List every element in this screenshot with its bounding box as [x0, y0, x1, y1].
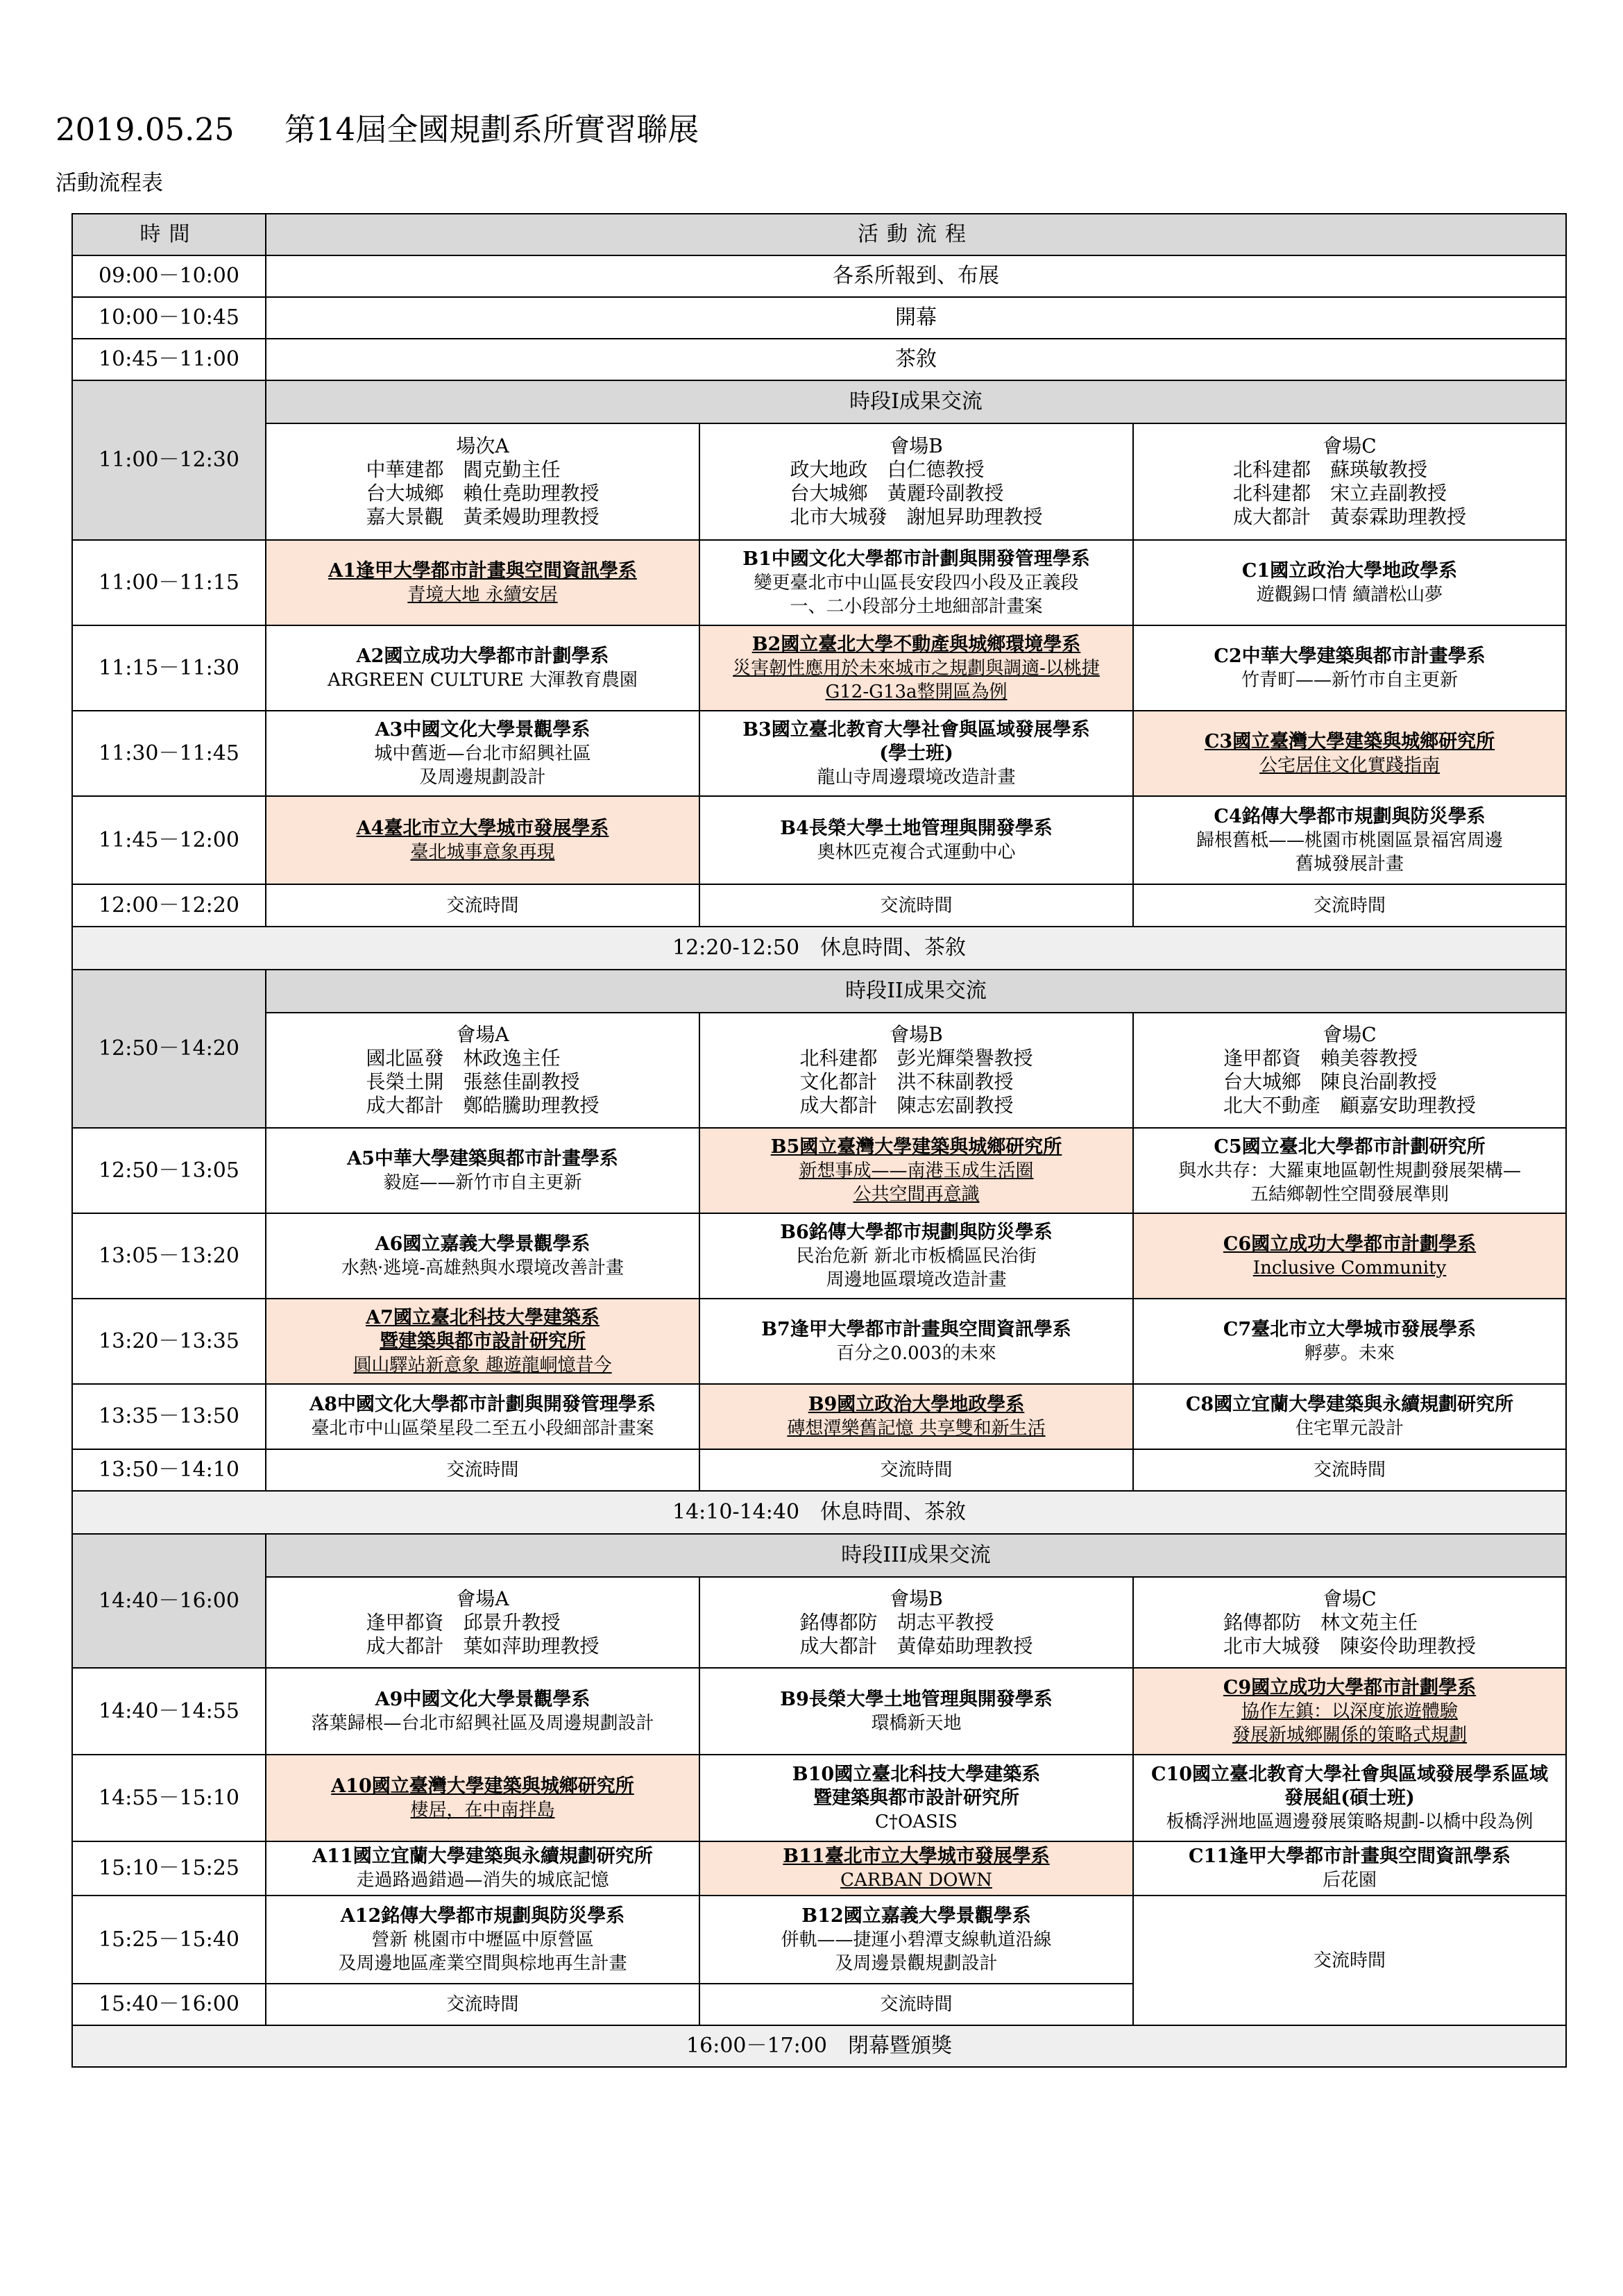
- presentation-cell: [266, 1449, 699, 1491]
- hall-judges: [790, 458, 1042, 529]
- presentation-cell: [699, 1128, 1133, 1213]
- presentation-cell: [266, 884, 699, 927]
- presentation-title: A9中國文化大學景觀學系: [375, 1688, 590, 1710]
- presentation-subtitle: 臺北城事意象再現: [410, 841, 555, 863]
- presentation-subtitle: ARGREEN CULTURE 大渾教育農園: [328, 669, 638, 691]
- schedule-row: [72, 1755, 1566, 1841]
- presentation-subtitle: 交流時間: [446, 895, 519, 916]
- session-time-cell: 14:40－16:00: [72, 1534, 266, 1668]
- event-title: 第14屆全國規劃系所實習聯展: [284, 111, 699, 148]
- presentation-title: B9長榮大學土地管理與開發學系: [780, 1688, 1053, 1710]
- document-title: [56, 104, 699, 149]
- judge-line: 銘傳都防 胡志平教授: [799, 1610, 994, 1634]
- presentation-subtitle: 板橋浮洲地區週邊發展策略規劃-以橋中段為例: [1166, 1811, 1533, 1832]
- hall-judges: [366, 1611, 599, 1658]
- activity-cell: 茶敘: [266, 339, 1566, 380]
- presentation-subtitle: 棲居，在中南拌島: [410, 1799, 555, 1821]
- schedule-row: [72, 423, 1566, 540]
- schedule-row: [72, 380, 1566, 423]
- hall-name: 會場B: [890, 1023, 943, 1046]
- presentation-subtitle: 災害韌性應用於未來城市之規劃與調適-以桃捷: [733, 657, 1100, 679]
- presentation-subtitle: 后花園: [1323, 1870, 1377, 1891]
- judge-line: 北科建都 蘇瑛敏教授: [1233, 458, 1428, 481]
- presentation-cell: [266, 711, 699, 796]
- activity-cell: 開幕: [266, 297, 1566, 339]
- schedule-row: [72, 255, 1566, 297]
- presentation-title: C11逢甲大學都市計畫與空間資訊學系: [1188, 1846, 1511, 1867]
- presentation-title: B5國立臺灣大學建築與城鄉研究所: [770, 1136, 1062, 1158]
- presentation-subtitle: 交流時間: [1314, 895, 1386, 916]
- presentation-subtitle: 交流時間: [1314, 1950, 1386, 1971]
- presentation-subtitle: CARBAN DOWN: [840, 1870, 992, 1891]
- presentation-cell: [1133, 1128, 1566, 1213]
- presentation-cell: [699, 1384, 1133, 1449]
- presentation-subtitle: 磚想潭樂舊記憶 共享雙和新生活: [787, 1418, 1046, 1439]
- presentation-subtitle: 交流時間: [880, 1994, 953, 2015]
- hall-name: 會場B: [890, 1587, 943, 1610]
- time-cell: 13:05－13:20: [72, 1213, 266, 1299]
- time-cell: 11:00－11:15: [72, 540, 266, 625]
- schedule-row: [72, 625, 1566, 711]
- presentation-subtitle: 民治危新 新北市板橋區民治街: [796, 1245, 1037, 1267]
- presentation-subtitle: 毅庭——新竹市自主更新: [383, 1172, 582, 1193]
- presentation-title: C6國立成功大學都市計劃學系: [1223, 1233, 1477, 1255]
- presentation-title: B6銘傳大學都市規劃與防災學系: [780, 1221, 1053, 1243]
- presentation-subtitle: 龍山寺周邊環境改造計畫: [817, 766, 1016, 788]
- presentation-title-line2: 暨建築與都市設計研究所: [380, 1330, 586, 1352]
- presentation-cell: [1133, 1384, 1566, 1449]
- hall-judges: [799, 1611, 1033, 1658]
- hall-name: 會場C: [1323, 1023, 1377, 1046]
- time-cell: 13:50－14:10: [72, 1449, 266, 1491]
- schedule-row: [72, 1668, 1566, 1755]
- judge-line: 逢甲都資 賴美蓉教授: [1223, 1047, 1418, 1070]
- judge-line: 成大都計 陳志宏副教授: [799, 1094, 1014, 1117]
- presentation-subtitle: 奧林匹克複合式運動中心: [817, 841, 1016, 863]
- presentation-cell: [1133, 540, 1566, 625]
- hall-judges: [366, 458, 599, 529]
- judge-line: 逢甲都資 邱景升教授: [366, 1610, 561, 1634]
- presentation-cell: [266, 796, 699, 884]
- presentation-subtitle: 及周邊地區產業空間與棕地再生計畫: [338, 1952, 627, 1974]
- presentation-title: B7逢甲大學都市計畫與空間資訊學系: [761, 1318, 1071, 1340]
- schedule-row: [72, 1896, 1566, 1984]
- schedule-row: [72, 339, 1566, 380]
- time-cell: 14:55－15:10: [72, 1755, 266, 1841]
- hall-judges: [366, 1047, 599, 1117]
- hall-cell: [699, 1577, 1133, 1668]
- schedule-row: [72, 2025, 1566, 2067]
- presentation-cell: [1133, 625, 1566, 711]
- time-cell: 09:00－10:00: [72, 255, 266, 297]
- presentation-cell: [1133, 1755, 1566, 1841]
- presentation-title: C4銘傳大學都市規劃與防災學系: [1214, 805, 1486, 827]
- closing-row: 16:00－17:00 閉幕暨頒獎: [72, 2025, 1566, 2067]
- presentation-subtitle: 一、二小段部分土地細部計畫案: [790, 596, 1043, 617]
- hall-name: 會場B: [890, 434, 943, 457]
- presentation-subtitle: 竹青町——新竹市自主更新: [1241, 669, 1459, 691]
- judge-line: 政大地政 白仁德教授: [790, 458, 985, 481]
- judge-line: 台大城鄉 賴仕堯助理教授: [366, 482, 600, 505]
- presentation-title: B12國立嘉義大學景觀學系: [801, 1905, 1031, 1927]
- presentation-subtitle: 歸根舊柢——桃園市桃園區景福宮周邊: [1196, 829, 1504, 851]
- presentation-subtitle: 交流時間: [880, 895, 953, 916]
- judge-line: 銘傳都防 林文苑主任: [1223, 1610, 1418, 1634]
- session-label: 時段III成果交流: [266, 1534, 1566, 1577]
- presentation-title: A11國立宜蘭大學建築與永續規劃研究所: [312, 1846, 653, 1867]
- presentation-title-line2: 發展組(碩士班): [1284, 1787, 1415, 1809]
- hall-cell: [1133, 1577, 1566, 1668]
- hall-cell: [266, 1577, 699, 1668]
- hall-cell: [699, 1013, 1133, 1128]
- schedule-row: [72, 1534, 1566, 1577]
- presentation-cell: [266, 540, 699, 625]
- presentation-subtitle: 發展新城鄉關係的策略式規劃: [1232, 1724, 1468, 1746]
- judge-line: 成大都計 鄭皓騰助理教授: [366, 1094, 600, 1117]
- presentation-title: C9國立成功大學都市計劃學系: [1223, 1676, 1477, 1698]
- schedule-row: [72, 540, 1566, 625]
- presentation-title: C3國立臺灣大學建築與城鄉研究所: [1204, 730, 1495, 752]
- presentation-cell: [1133, 796, 1566, 884]
- judge-line: 北大不動產 顧嘉安助理教授: [1223, 1094, 1477, 1117]
- time-cell: 11:30－11:45: [72, 711, 266, 796]
- time-cell: 15:25－15:40: [72, 1896, 266, 1984]
- presentation-subtitle: G12-G13a整開區為例: [825, 681, 1008, 702]
- judge-line: 北市大城發 陳姿伶助理教授: [1223, 1634, 1477, 1657]
- presentation-cell: [699, 1213, 1133, 1299]
- presentation-title: C10國立臺北教育大學社會與區域發展學系區域: [1150, 1763, 1549, 1785]
- judge-line: 成大都計 葉如萍助理教授: [366, 1634, 600, 1657]
- schedule-row: [72, 970, 1566, 1013]
- presentation-cell: [699, 1668, 1133, 1755]
- presentation-subtitle: 及周邊景觀規劃設計: [835, 1952, 998, 1974]
- presentation-title-line2: 暨建築與都市設計研究所: [813, 1787, 1019, 1809]
- event-date: 2019.05.25: [56, 111, 235, 148]
- presentation-title-line2: (學士班): [879, 742, 953, 764]
- break-row: 14:10-14:40 休息時間、茶敘: [72, 1491, 1566, 1534]
- presentation-title: C8國立宜蘭大學建築與永續規劃研究所: [1185, 1394, 1514, 1415]
- presentation-title: B11臺北市立大學城市發展學系: [783, 1846, 1050, 1867]
- hall-name: 會場C: [1323, 1587, 1377, 1610]
- presentation-title: C2中華大學建築與都市計畫學系: [1214, 645, 1486, 667]
- presentation-cell: [1133, 1299, 1566, 1384]
- schedule-row: [72, 711, 1566, 796]
- hall-judges: [799, 1047, 1033, 1117]
- judge-line: 嘉大景觀 黃柔嫚助理教授: [366, 505, 600, 528]
- presentation-cell: [699, 625, 1133, 711]
- schedule-row: [72, 214, 1566, 255]
- presentation-cell: [266, 1128, 699, 1213]
- presentation-title: A2國立成功大學都市計劃學系: [356, 645, 609, 667]
- presentation-title: B10國立臺北科技大學建築系: [792, 1763, 1041, 1785]
- presentation-title: B3國立臺北教育大學社會與區域發展學系: [742, 718, 1090, 741]
- presentation-subtitle: 交流時間: [880, 1460, 953, 1480]
- presentation-cell: [699, 1299, 1133, 1384]
- hall-cell: [1133, 1013, 1566, 1128]
- presentation-subtitle: 環橋新天地: [871, 1712, 962, 1734]
- time-cell: 12:00－12:20: [72, 884, 266, 927]
- presentation-title: A8中國文化大學都市計劃與開發管理學系: [309, 1394, 656, 1415]
- presentation-subtitle: C†OASIS: [875, 1811, 958, 1832]
- hall-name: 會場C: [1323, 434, 1377, 457]
- presentation-subtitle: 水熱·逃境-高雄熱與水環境改善計畫: [341, 1257, 624, 1278]
- break-row: 12:20-12:50 休息時間、茶敘: [72, 927, 1566, 970]
- presentation-title: A5中華大學建築與都市計畫學系: [347, 1147, 618, 1170]
- judge-line: 文化都計 洪不秣副教授: [799, 1070, 1014, 1093]
- time-cell: 12:50－13:05: [72, 1128, 266, 1213]
- hall-cell: [266, 1013, 699, 1128]
- schedule-row: [72, 1299, 1566, 1384]
- schedule-row: [72, 796, 1566, 884]
- schedule-row: [72, 297, 1566, 339]
- presentation-cell: [266, 1984, 699, 2025]
- presentation-cell: [266, 1299, 699, 1384]
- schedule-row: [72, 884, 1566, 927]
- schedule-row: [72, 1128, 1566, 1213]
- time-cell: 13:35－13:50: [72, 1384, 266, 1449]
- session-time-cell: 11:00－12:30: [72, 380, 266, 540]
- judge-line: 台大城鄉 陳良治副教授: [1223, 1070, 1438, 1093]
- hall-cell: [699, 423, 1133, 540]
- presentation-title: C1國立政治大學地政學系: [1241, 559, 1458, 582]
- presentation-subtitle: 新想事成——南港玉成生活圈: [799, 1160, 1034, 1181]
- presentation-subtitle: 公共空間再意識: [853, 1183, 980, 1205]
- presentation-cell: [699, 1896, 1133, 1984]
- schedule-table: [71, 213, 1567, 2068]
- presentation-cell: [699, 1449, 1133, 1491]
- schedule-row: [72, 1491, 1566, 1534]
- schedule-row: [72, 1384, 1566, 1449]
- presentation-subtitle: 住宅單元設計: [1295, 1418, 1404, 1439]
- presentation-subtitle: 舊城發展計畫: [1295, 853, 1404, 875]
- presentation-subtitle: Inclusive Community: [1252, 1257, 1447, 1278]
- presentation-subtitle: 交流時間: [1314, 1460, 1386, 1480]
- schedule-row: [72, 1841, 1566, 1896]
- time-cell: 13:20－13:35: [72, 1299, 266, 1384]
- time-cell: 10:45－11:00: [72, 339, 266, 380]
- presentation-cell: [1133, 1896, 1566, 2025]
- activity-cell: 各系所報到、布展: [266, 255, 1566, 297]
- session-label: 時段Ⅰ成果交流: [266, 380, 1566, 423]
- presentation-title: B9國立政治大學地政學系: [808, 1394, 1025, 1415]
- presentation-subtitle: 青境大地 永續安居: [407, 584, 558, 605]
- presentation-subtitle: 落葉歸根—台北市紹興社區及周邊規劃設計: [311, 1712, 654, 1734]
- presentation-cell: [266, 1896, 699, 1984]
- time-cell: 14:40－14:55: [72, 1668, 266, 1755]
- presentation-subtitle: 臺北市中山區榮星段二至五小段細部計畫案: [311, 1418, 654, 1439]
- session-time-cell: 12:50－14:20: [72, 970, 266, 1128]
- presentation-cell: [699, 540, 1133, 625]
- presentation-cell: [266, 625, 699, 711]
- presentation-cell: [1133, 1449, 1566, 1491]
- presentation-cell: [699, 884, 1133, 927]
- presentation-title: A7國立臺北科技大學建築系: [366, 1306, 600, 1328]
- hall-judges: [1233, 458, 1466, 529]
- presentation-title: B2國立臺北大學不動產與城鄉環境學系: [751, 633, 1081, 655]
- flow-column-header: 活動流程: [266, 214, 1566, 255]
- hall-name: 會場A: [456, 1587, 509, 1610]
- presentation-cell: [266, 1841, 699, 1896]
- presentation-subtitle: 孵夢。未來: [1305, 1342, 1395, 1364]
- schedule-row: [72, 1013, 1566, 1128]
- session-label: 時段II成果交流: [266, 970, 1566, 1013]
- presentation-subtitle: 與水共存：大羅東地區韌性規劃發展架構—: [1178, 1160, 1522, 1181]
- presentation-subtitle: 公宅居住文化實踐指南: [1259, 754, 1441, 776]
- judge-line: 中華建都 閻克勤主任: [366, 458, 561, 481]
- schedule-body: [72, 214, 1566, 2067]
- presentation-title: A6國立嘉義大學景觀學系: [375, 1233, 590, 1255]
- presentation-cell: [699, 711, 1133, 796]
- presentation-subtitle: 協作左鎮：以深度旅遊體驗: [1241, 1700, 1459, 1722]
- presentation-title: A12銘傳大學都市規劃與防災學系: [340, 1905, 625, 1927]
- time-column-header: 時間: [72, 214, 266, 255]
- presentation-cell: [1133, 1213, 1566, 1299]
- presentation-subtitle: 變更臺北市中山區長安段四小段及正義段: [754, 572, 1079, 593]
- presentation-subtitle: 城中舊逝—台北市紹興社區: [374, 743, 591, 764]
- judge-line: 北科建都 宋立垚副教授: [1233, 482, 1447, 505]
- judge-line: 北科建都 彭光輝榮譽教授: [799, 1047, 1033, 1070]
- presentation-subtitle: 走過路過錯過—消失的城底記憶: [356, 1870, 609, 1891]
- hall-cell: [1133, 423, 1566, 540]
- time-cell: 15:10－15:25: [72, 1841, 266, 1896]
- presentation-title: A3中國文化大學景觀學系: [375, 718, 590, 741]
- presentation-subtitle: 及周邊規劃設計: [419, 766, 546, 788]
- presentation-title: B1中國文化大學都市計劃與開發管理學系: [742, 548, 1090, 570]
- presentation-cell: [266, 1384, 699, 1449]
- schedule-row: [72, 1449, 1566, 1491]
- presentation-subtitle: 周邊地區環境改造計畫: [826, 1269, 1007, 1290]
- hall-name: 場次A: [456, 434, 509, 457]
- presentation-subtitle: 五結鄉韌性空間發展準則: [1250, 1183, 1450, 1205]
- presentation-subtitle: 百分之0.003的未來: [836, 1342, 996, 1364]
- presentation-title: A1逢甲大學都市計畫與空間資訊學系: [328, 559, 637, 582]
- presentation-cell: [266, 1213, 699, 1299]
- judge-line: 成大都計 黃泰霖助理教授: [1233, 505, 1467, 528]
- hall-cell: [266, 423, 699, 540]
- presentation-cell: [1133, 711, 1566, 796]
- time-cell: 15:40－16:00: [72, 1984, 266, 2025]
- presentation-title: C5國立臺北大學都市計劃研究所: [1214, 1136, 1486, 1158]
- presentation-subtitle: 交流時間: [446, 1994, 519, 2015]
- presentation-cell: [266, 1755, 699, 1841]
- time-cell: 10:00－10:45: [72, 297, 266, 339]
- presentation-cell: [1133, 1668, 1566, 1755]
- document-subtitle: 活動流程表: [56, 171, 163, 196]
- presentation-cell: [699, 1755, 1133, 1841]
- presentation-cell: [699, 1984, 1133, 2025]
- hall-name: 會場A: [456, 1023, 509, 1046]
- presentation-subtitle: 遊觀錫口情 續譜松山夢: [1256, 584, 1443, 605]
- presentation-subtitle: 併軌——捷運小碧潭支線軌道沿線: [781, 1929, 1052, 1950]
- schedule-row: [72, 927, 1566, 970]
- time-cell: 11:45－12:00: [72, 796, 266, 884]
- judge-line: 成大都計 黃偉茹助理教授: [799, 1634, 1033, 1657]
- judge-line: 國北區發 林政逸主任: [366, 1047, 561, 1070]
- judge-line: 長榮土開 張慈佳副教授: [366, 1070, 580, 1093]
- time-cell: 11:15－11:30: [72, 625, 266, 711]
- presentation-subtitle: 營新 桃園市中壢區中原營區: [371, 1929, 594, 1950]
- presentation-subtitle: 交流時間: [446, 1460, 519, 1480]
- judge-line: 北市大城發 謝旭昇助理教授: [790, 505, 1043, 528]
- presentation-cell: [699, 796, 1133, 884]
- presentation-title: A4臺北市立大學城市發展學系: [356, 817, 609, 839]
- presentation-cell: [1133, 884, 1566, 927]
- presentation-title: B4長榮大學土地管理與開發學系: [780, 817, 1053, 839]
- presentation-cell: [699, 1841, 1133, 1896]
- presentation-cell: [266, 1668, 699, 1755]
- presentation-title: A10國立臺灣大學建築與城鄉研究所: [331, 1775, 634, 1797]
- schedule-row: [72, 1577, 1566, 1668]
- presentation-cell: [1133, 1841, 1566, 1896]
- hall-judges: [1223, 1611, 1476, 1658]
- judge-line: 台大城鄉 黃麗玲副教授: [790, 482, 1004, 505]
- presentation-subtitle: 圓山驛站新意象 趣遊龍峒憶昔今: [353, 1354, 612, 1376]
- hall-judges: [1223, 1047, 1476, 1117]
- schedule-row: [72, 1213, 1566, 1299]
- presentation-title: C7臺北市立大學城市發展學系: [1223, 1318, 1477, 1340]
